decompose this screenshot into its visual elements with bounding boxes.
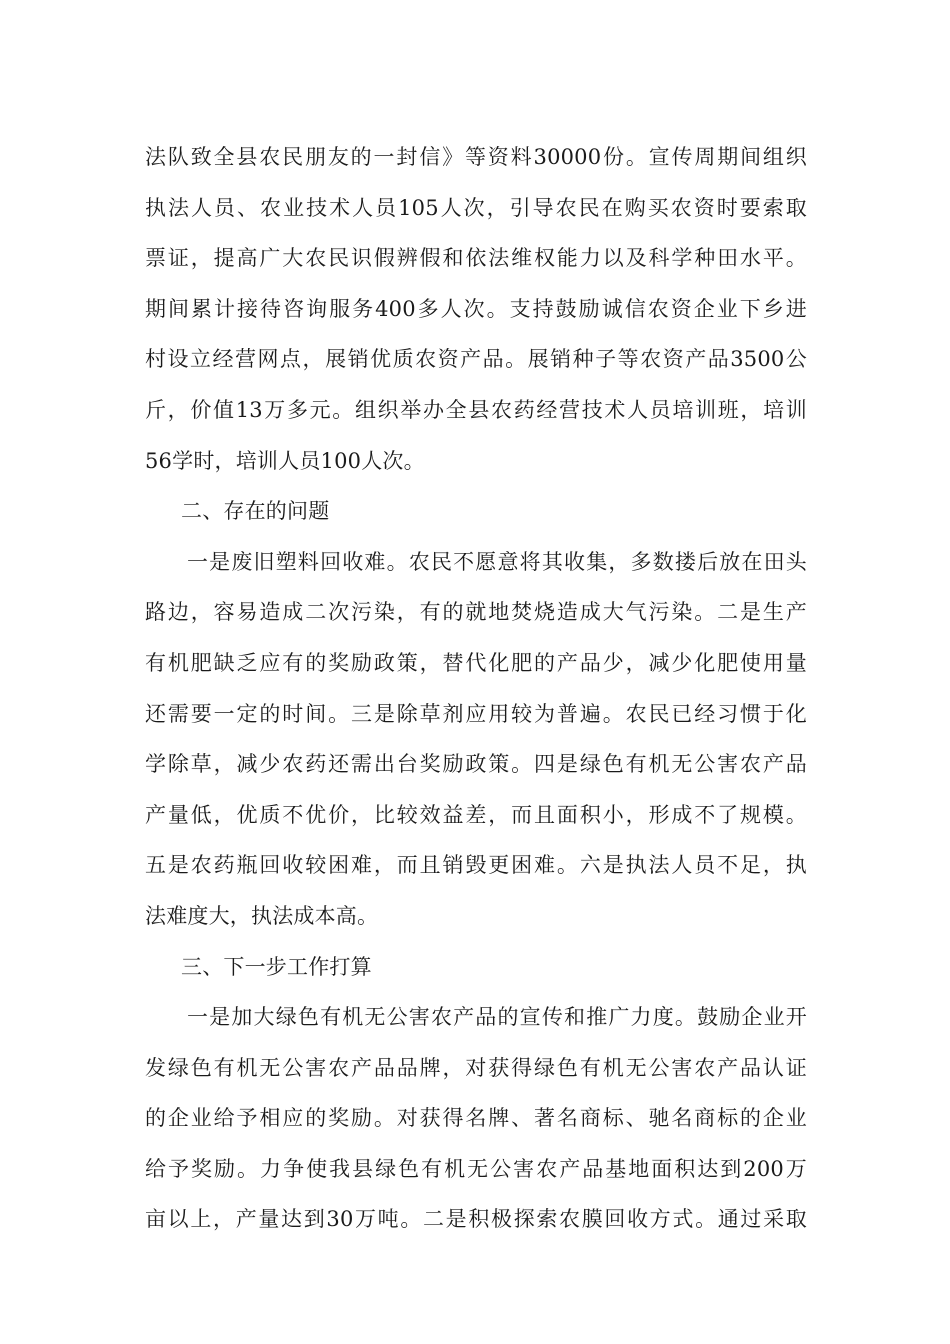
text-line: 一是加大绿色有机无公害农产品的宣传和推广力度。鼓励企业开 (187, 1005, 807, 1030)
text-line: 执法人员、农业技术人员105人次，引导农民在购买农资时要索取 (145, 195, 807, 220)
text-line: 路边，容易造成二次污染，有的就地焚烧造成大气污染。二是生产 (145, 600, 807, 625)
text-line: 给予奖励。力争使我县绿色有机无公害农产品基地面积达到200万 (145, 1156, 807, 1181)
section-heading: 二、存在的问题 (181, 499, 330, 524)
text-line: 期间累计接待咨询服务400多人次。支持鼓励诚信农资企业下乡进 (145, 296, 807, 321)
text-line: 法队致全县农民朋友的一封信》等资料30000份。宣传周期间组织 (145, 145, 807, 169)
text-line: 学除草，减少农药还需出台奖励政策。四是绿色有机无公害农产品 (145, 752, 807, 777)
text-line: 村设立经营网点，展销优质农资产品。展销种子等农资产品3500公 (145, 347, 807, 372)
text-line: 产量低，优质不优价，比较效益差，而且面积小，形成不了规模。 (145, 802, 807, 827)
text-line: 有机肥缺乏应有的奖励政策，替代化肥的产品少，减少化肥使用量 (145, 650, 807, 675)
text-line: 法难度大，执法成本高。 (145, 903, 379, 928)
text-line: 斤，价值13万多元。组织举办全县农药经营技术人员培训班，培训 (145, 397, 807, 422)
document-body (145, 132, 807, 1245)
text-line: 亩以上，产量达到30万吨。二是积极探索农膜回收方式。通过采取 (145, 1207, 807, 1232)
text-line: 一是废旧塑料回收难。农民不愿意将其收集，多数搂后放在田头 (187, 549, 807, 574)
text-line: 的企业给予相应的奖励。对获得名牌、著名商标、驰名商标的企业 (145, 1106, 807, 1131)
text-line: 还需要一定的时间。三是除草剂应用较为普遍。农民已经习惯于化 (145, 701, 807, 726)
text-line: 五是农药瓶回收较困难，而且销毁更困难。六是执法人员不足，执 (145, 853, 807, 878)
text-line: 票证，提高广大农民识假辨假和依法维权能力以及科学种田水平。 (145, 246, 807, 271)
text-line: 56学时，培训人员100人次。 (145, 448, 425, 473)
section-heading: 三、下一步工作打算 (181, 954, 372, 979)
text-line: 发绿色有机无公害农产品品牌，对获得绿色有机无公害农产品认证 (145, 1055, 807, 1080)
